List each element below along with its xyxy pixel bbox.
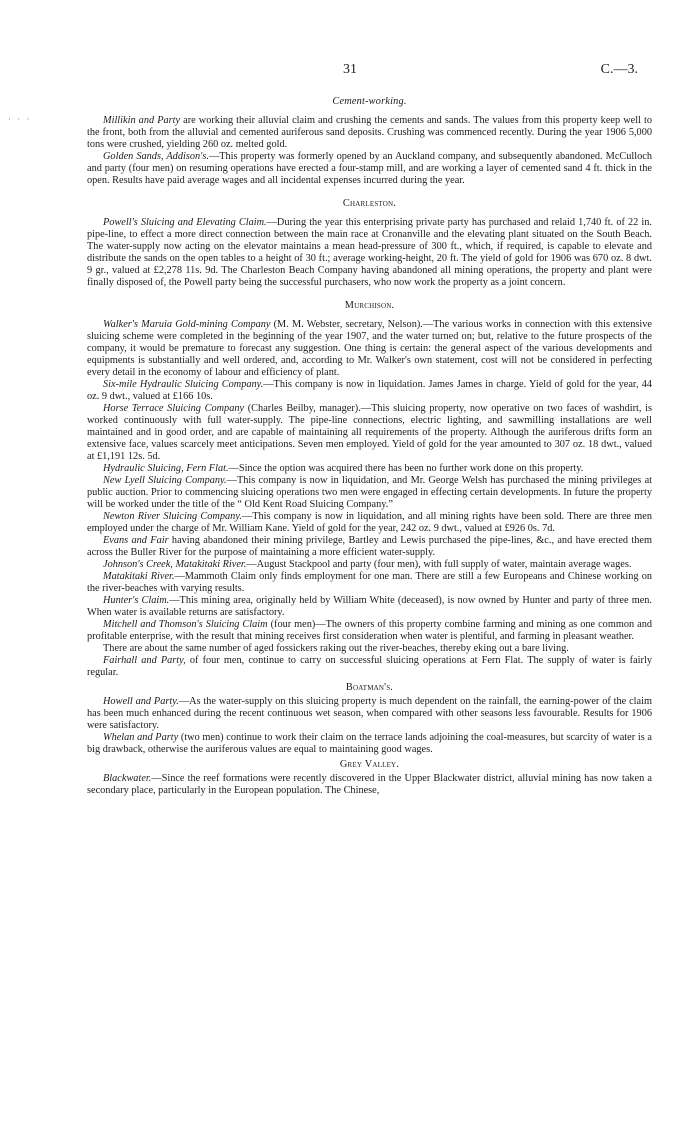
paragraph [87,403,652,463]
paragraph [87,773,652,797]
section-heading: Grey Valley. [339,759,400,770]
paragraph [87,655,652,679]
paragraph-text: —During the year this enterprising private party has purchased and relaid 1,740 ft. of 22 in. pipe-line, to effect a more direct connection between the main race at Cronanville and the elevating plant situated on the South Beach. The water-supply now acting on the elevator maintains a mean head-pressure of 300 ft., which, if required, is capable to elevate and distribute the sands on the open tables to a height of 30 ft.; average working-height, 20 ft. The yield of gold for 1906 was 670 oz. 8 dwt. 9 gr., valued at £2,278 11s. 9d. The Charleston Beach Company having abandoned all mining operations, the property and plant were finally disposed of, the Powell party being the successful purchasers, who now work the property as a joint concern. [87,217,652,288]
paragraph-text: —This property was formerly opened by an Auckland company, and subsequently abandoned. McCulloch and party (four men) on resuming operations have erected a four-stamp mill, and are working a layer of cemented sand 4 ft. thick in the open. Results have paid average wages and all incidental expenses incurred during the year. [87,151,652,186]
paragraph-lead: Millikin and Party [103,115,181,126]
paragraph [87,643,652,655]
paragraph-text: —This mining area, originally held by William White (deceased), is now owned by Hunter and party of three men. When water is available returns are satisfactory. [87,595,652,618]
paragraph-text: —This company is now in liquidation. James James in charge. Yield of gold for the year, 44 oz. 9 dwt., valued at £166 10s. [87,379,652,402]
paragraph-lead: Howell and Party. [103,696,179,707]
section-heading: Boatman's. [345,682,394,693]
paragraph-lead: New Lyell Sluicing Company. [103,475,227,486]
paragraph-text: (Charles Beilby, manager).—This sluicing property, now operative on two faces of washdirt, is worked continuously with full water-supply. The pipe-line connections, electric lighting, and sawmilling installations are well maintained and in good order, and are capable of maintaining all requirements of the property. Although the auriferous drifts form an extensive face, values scarcely meet anticipations. Seven men employed. Yield of gold for the year amounted to 307 oz. 18 dwt., valued at £1,191 12s. 5d. [87,403,652,462]
paragraph-lead: Horse Terrace Sluicing Company [103,403,245,414]
paragraph [87,379,652,403]
paragraph-text: of four men, continue to carry on successful sluicing operations at Fern Flat. The supply of water is fairly regular. [87,655,652,678]
paragraph-text: (M. M. Webster, secretary, Nelson).—The various works in connection with this extensive sluicing scheme were completed in the beginning of the year 1907, and the water turned on; but, relative to the future prospects of the company, it would be premature to forecast any suggestion. One thing is certain: the general aspect of the various developments and equipments is substantially and well ordered, and, according to Mr. Walker's own statement, cost will not be considered in perfecting every detail in the economy of labour and efficiency of plant. [87,319,652,378]
paragraph [87,115,652,151]
paragraph-text: —August Stackpool and party (four men), with full supply of water, maintain average wages. [246,559,632,570]
paragraph-lead: Newton River Sluicing Company. [103,511,242,522]
section-spacer [87,312,652,319]
paragraph-text: —This company is now in liquidation, and Mr. George Welsh has purchased the mining privileges at public auction. Prior to commencing sluicing operations two men were engaged in effecting certain developments. In future the property will be worked under the title of the “ Old Kent Road Sluicing Company.” [87,475,653,510]
paragraph-text: There are about the same number of aged fossickers raking out the river-beaches, thereby eking out a bare living. [103,643,569,654]
section-spacer [87,210,652,217]
paragraph [87,732,652,756]
paragraph-lead: Six-mile Hydraulic Sluicing Company. [103,379,264,390]
paragraph-lead: Fairhall and Party, [103,655,186,666]
paragraph-lead: Whelan and Party [103,732,179,743]
paragraph [87,696,652,732]
paragraph-text: —Since the reef formations were recently discovered in the Upper Blackwater district, alluvial mining has now taken a secondary place, particularly in the European population. The Chinese, [87,773,652,796]
paragraph [87,151,652,187]
paragraph-lead: Hunter's Claim. [103,595,170,606]
paragraph-text: (two men) continue to work their claim on the terrace lands adjoining the coal-measures, but scarcity of water is a big drawback, otherwise the auriferous values are equal to maintaining good wages. [87,732,652,755]
paragraph [87,619,652,643]
page-number: 31 [343,62,357,77]
paragraph-text: —Since the option was acquired there has been no further work done on this property. [228,463,584,474]
paragraph [87,475,652,511]
paragraph-text: (four men)—The owners of this property combine farming and mining as one common and profitable enterprise, with the result that mining receives first consideration when water is plentiful, and farming in pleasant weather. [87,619,652,642]
section-heading: Murchison. [344,300,395,311]
paragraph-text: having abandoned their mining privilege, Bartley and Lewis purchased the pipe-lines, &c., and have erected them across the Buller River for the purpose of maintaining a more efficient water-supply. [87,535,652,558]
paragraph [87,217,652,289]
report-reference: C.—3. [600,62,638,77]
paragraph-text: are working their alluvial claim and crushing the cements and sands. The values from this property keep well to the front, both from the alluvial and cemented auriferous sand deposits. Crushing was commenced recently. During the year 1906 5,000 tons were crushed, yielding 260 oz. melted gold. [87,115,653,150]
paragraph [87,595,652,619]
section-spacer [87,108,652,115]
margin-mark: · · · [8,114,32,124]
paragraph [87,559,652,571]
section-heading: Cement-working. [332,96,407,107]
paragraph-lead: Mitchell and Thomson's Sluicing Claim [103,619,268,630]
paragraph-lead: Blackwater. [103,773,152,784]
paragraph [87,319,652,379]
paragraph-text: —Mammoth Claim only finds employment for one man. There are still a few Europeans and Chinese working on the river-beaches with varying results. [87,571,652,594]
paragraph-lead: Powell's Sluicing and Elevating Claim. [103,217,267,228]
paragraph-lead: Walker's Maruia Gold-mining Company [103,319,271,330]
paragraph-text: —As the water-supply on this sluicing property is much dependent on the rainfall, the earning-power of the claim has been much enhanced during the recent continuous wet season, when compared with other seasons less favourable. Results for 1906 were satisfactory. [87,696,652,731]
paragraph-lead: Hydraulic Sluicing, Fern Flat. [103,463,229,474]
paragraph [87,571,652,595]
paragraph-lead: Matakitaki River. [103,571,175,582]
paragraph-text: —This company is now in liquidation, and all mining rights have been sold. There are three men employed under the charge of Mr. William Kane. Yield of gold for the year, 242 oz. 9 dwt., valued at £926 0s. 7d. [87,511,653,534]
paragraph [87,511,652,535]
paragraph-lead: Evans and Fair [103,535,169,546]
paragraph-lead: Golden Sands, Addison's. [103,151,209,162]
section-heading: Charleston. [342,198,397,209]
document-body [87,96,652,797]
paragraph [87,463,652,475]
paragraph [87,535,652,559]
paragraph-lead: Johnson's Creek, Matakitaki River. [103,559,247,570]
